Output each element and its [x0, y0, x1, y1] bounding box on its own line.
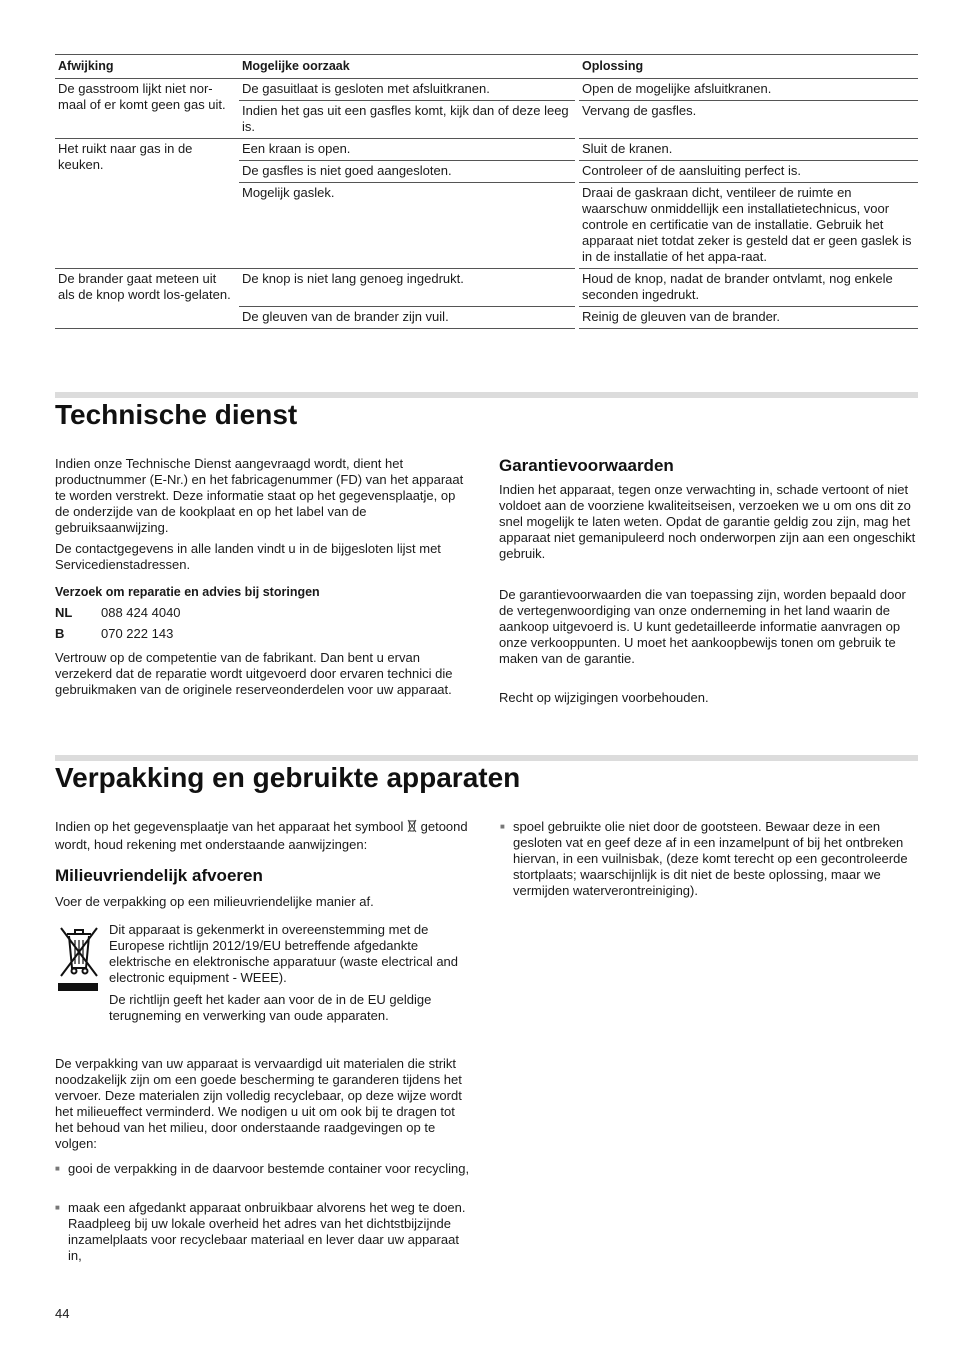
cause-cell: De gasfles is niet goed aangesloten.	[239, 161, 575, 183]
cause-cell: Een kraan is open.	[239, 139, 575, 161]
phone-row-nl	[55, 602, 355, 623]
table-row	[55, 79, 918, 101]
solution-cell: Reinig de gleuven van de brander.	[579, 307, 918, 329]
intro-text-after: getoond wordt, houd rekening met onderstaande aanwijzingen:	[55, 819, 468, 852]
page-number: 44	[55, 1306, 70, 1321]
phone-number: 070 222 143	[101, 626, 174, 641]
cause-cell: De gleuven van de brander zijn vuil.	[239, 307, 575, 329]
env-paragraph: Voer de verpakking op een milieuvriendelijke manier af.	[55, 894, 374, 909]
symptom-cell: De brander gaat meteen uit als de knop wordt los-gelaten.	[55, 269, 239, 329]
cause-cell: De knop is niet lang genoeg ingedrukt.	[239, 269, 575, 307]
section-divider	[55, 755, 918, 761]
table-header-row	[55, 55, 918, 79]
bin-symbol-icon	[407, 819, 417, 837]
phone-row-b	[55, 623, 355, 644]
solution-cell: Draai de gaskraan dicht, ventileer de ruimte en waarschuw onmiddellijk een installatietechnicus, voor controle en certificatie van de installatie. Gebruik het apparaat niet totdat zeker is gesteld dat er geen gaslek is in de installatie of het appa-raat.	[579, 183, 918, 269]
service-paragraph-3: Vertrouw op de competentie van de fabrikant. Dan bent u ervan verzekerd dat de reparatie wordt uitgevoerd door ervaren technici die gebruikmaken van de originele reserveonderdelen voor uw apparaat.	[55, 650, 453, 697]
packaging-main-paragraph: De verpakking van uw apparaat is vervaardigd uit materialen die strikt noodzakelijk zijn om een goede bescherming te garanderen tijdens het vervoer. Deze materialen zijn volledig recyclebaar, op deze wijze wordt het milieueffect verminderd. We nodigen u uit om ook bij te dragen tot het behoud van het milieu, door onderstaande raadgevingen op te volgen:	[55, 1056, 462, 1151]
phone-number: 088 424 4040	[101, 605, 181, 620]
service-title: Technische dienst	[55, 399, 298, 430]
packaging-intro	[55, 819, 475, 853]
phone-list	[55, 602, 355, 644]
weee-paragraph-1: Dit apparaat is gekenmerkt in overeenstemming met de Europese richtlijn 2012/19/EU betreffende afgedankte elektrische en elektronische apparatuur (waste electrical and electronic equipment - WEEE).	[109, 922, 459, 985]
cause-cell: Indien het gas uit een gasfles komt, kijk dan of deze leeg is.	[239, 101, 575, 139]
solution-cell: Houd de knop, nadat de brander ontvlamt, nog enkele seconden ingedrukt.	[579, 269, 918, 307]
list-item: ■ spoel gebruikte olie niet door de gootsteen. Bewaar deze in een gesloten vat en geef deze af in een inzamelpunt of bij het ontbreken hiervan, in een vuilnisbak, (deze komt terecht op een gecontroleerde stortplaats; waarschijnlijk is dit niet de beste oplossing, maar we vermijden waterverontreiniging).	[513, 819, 918, 899]
solution-cell: Sluit de kranen.	[579, 139, 918, 161]
header-cause: Mogelijke oorzaak	[239, 55, 575, 79]
service-paragraph-1: Indien onze Technische Dienst aangevraagd wordt, dient het productnummer (E-Nr.) en het fabricagenummer (FD) van het apparaat te worden verstrekt. Deze informatie staat op het gegevensplaatje, op de onderzijde van de kookplaat en op het label van de gebruiksaanwijzing.	[55, 456, 464, 535]
symptom-cell: De gasstroom lijkt niet nor-maal of er komt geen gas uit.	[55, 79, 239, 139]
section-divider	[55, 392, 918, 398]
solution-cell: Open de mogelijke afsluitkranen.	[579, 79, 918, 101]
env-title: Milieuvriendelijk afvoeren	[55, 866, 263, 885]
symptom-cell: Het ruikt naar gas in de keuken.	[55, 139, 239, 269]
weee-bin-icon	[55, 924, 101, 994]
solution-cell: Vervang de gasfles.	[579, 101, 918, 139]
list-item: ■ maak een afgedankt apparaat onbruikbaar alvorens het weg te doen. Raadpleeg bij uw lokale overheid het adres van het dichtstbijzijnde inzamelplaats voor recyclebaar materiaal en lever daar uw apparaat in,	[68, 1200, 473, 1264]
list-item: ■ gooi de verpakking in de daarvoor bestemde container voor recycling,	[68, 1161, 473, 1177]
packaging-title: Verpakking en gebruikte apparaten	[55, 762, 521, 793]
country-code: NL	[55, 605, 73, 620]
service-paragraph-2: De contactgegevens in alle landen vindt u in de bijgesloten lijst met Servicedienstadressen.	[55, 541, 441, 572]
country-code: B	[55, 626, 65, 641]
warranty-paragraph-3: Recht op wijzigingen voorbehouden.	[499, 690, 709, 705]
header-symptom: Afwijking	[55, 55, 239, 79]
repair-heading: Verzoek om reparatie en advies bij storingen	[55, 585, 320, 599]
header-solution: Oplossing	[579, 55, 918, 79]
troubleshooting-table	[55, 54, 918, 329]
table-row	[55, 269, 918, 307]
intro-text-before: Indien op het gegevensplaatje van het apparaat het symbool	[55, 819, 404, 834]
cause-cell: De gasuitlaat is gesloten met afsluitkranen.	[239, 79, 575, 101]
solution-cell: Controleer of de aansluiting perfect is.	[579, 161, 918, 183]
warranty-paragraph-2: De garantievoorwaarden die van toepassing zijn, worden bepaald door de vertegenwoordiging van onze onderneming in het land waarin de aankoop uitgevoerd is. U kunt gedetailleerde informatie aanvragen op onze verkooppunten. U moet het aankoopbewijs tonen om gebruik te maken van de garantie.	[499, 587, 906, 666]
weee-paragraph-2: De richtlijn geeft het kader aan voor de in de EU geldige terugneming en verwerking van oude apparaten.	[109, 992, 432, 1023]
table-row	[55, 139, 918, 161]
cause-cell: Mogelijk gaslek.	[239, 183, 575, 269]
warranty-title: Garantievoorwaarden	[499, 456, 674, 475]
warranty-paragraph-1: Indien het apparaat, tegen onze verwachting in, schade vertoont of niet voldoet aan de voorziene kwaliteitseisen, verzoeken we u om ons dit zo snel mogelijk te laten weten. Opdat de garantie geldig zou zijn, mag het apparaat niet gemanipuleerd noch onderworpen zijn aan een ongeschikt gebruik.	[499, 482, 916, 561]
